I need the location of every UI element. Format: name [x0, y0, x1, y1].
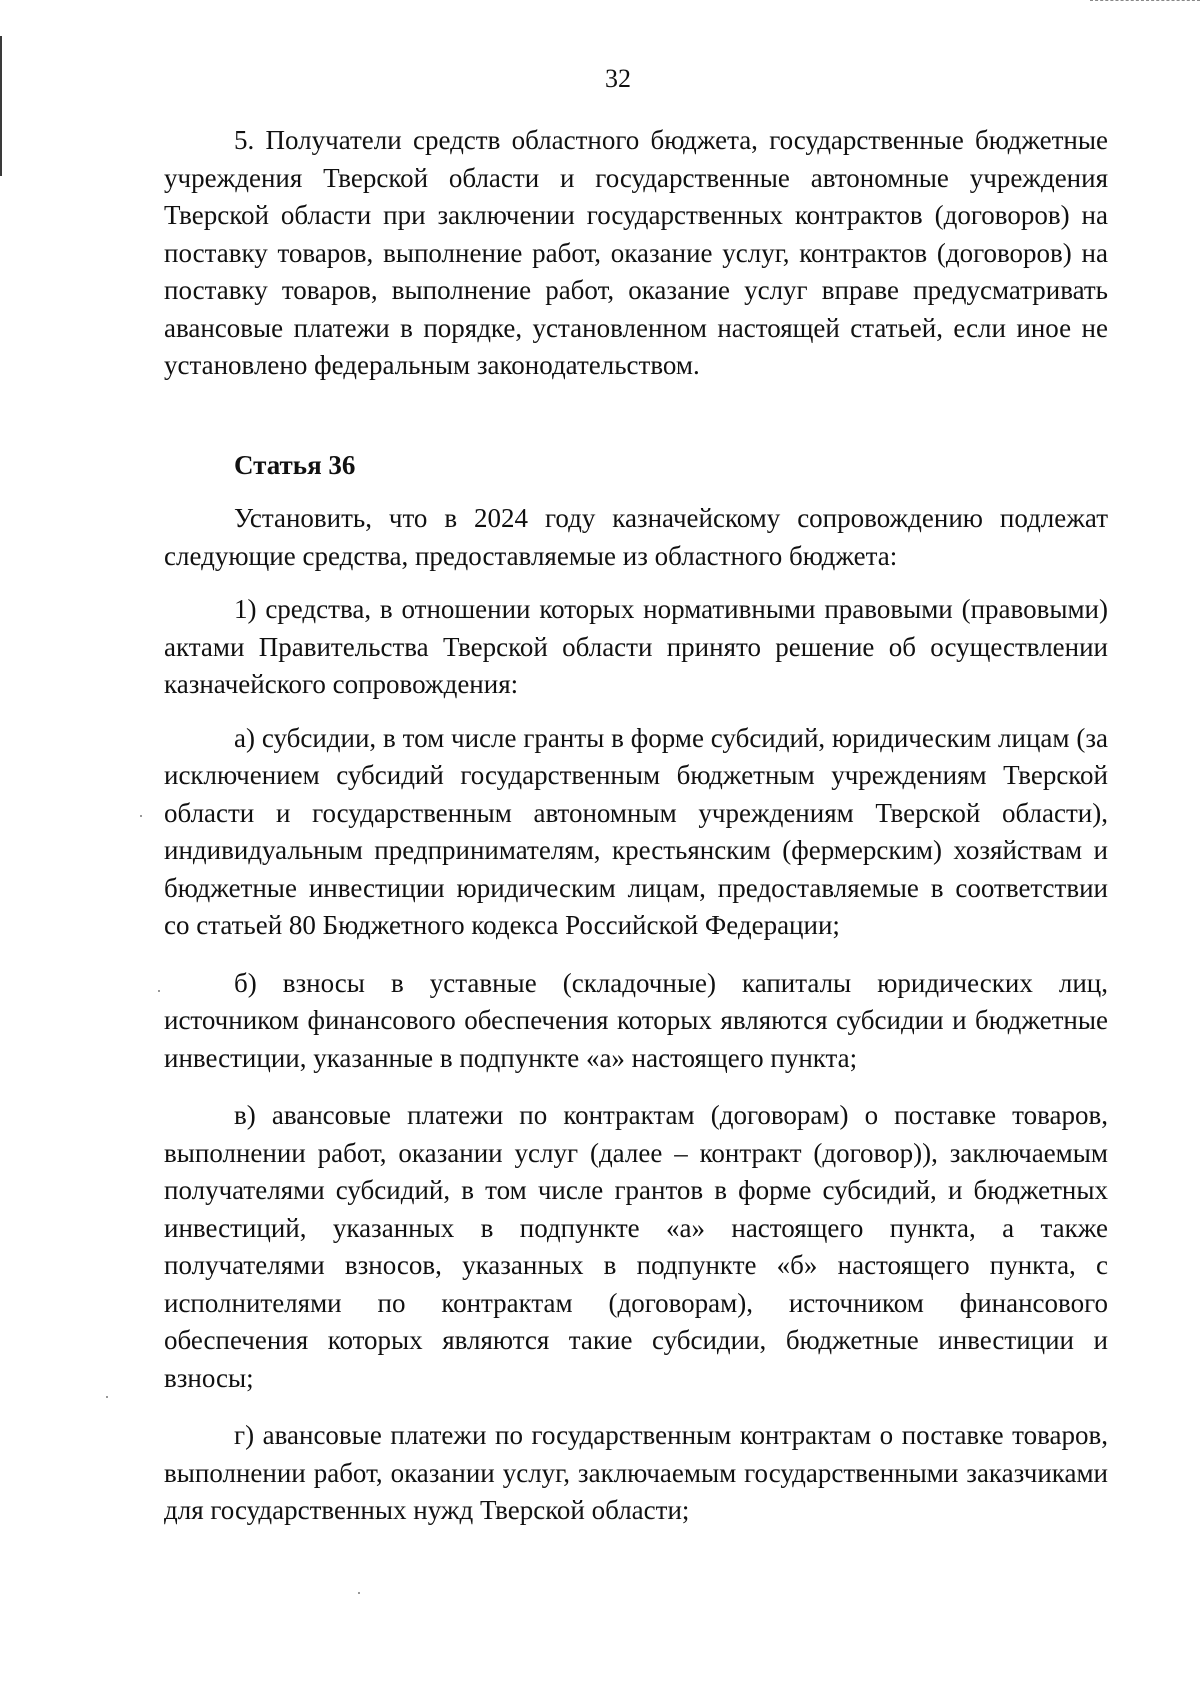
scan-speck: [140, 815, 142, 817]
paragraph-5: 5. Получатели средств областного бюджета, государственные бюджетные учреждения Тверской области и государственные автономные учреждения Тверской области при заключении государственных контрактов (договоров) на поставку товаров, выполнение работ, оказание услуг, контрактов (договоров) на поставку товаров, выполнение работ, оказание услуг вправе предусматривать авансовые платежи в порядке, установленном настоящей статьей, если иное не установлено федеральным законодательством.: [164, 125, 1108, 380]
scan-speck: [106, 1396, 108, 1398]
article-intro: Установить, что в 2024 году казначейскому сопровождению подлежат следующие средства, предоставляемые из областного бюджета:: [164, 503, 1108, 571]
subitem-b: б) взносы в уставные (складочные) капиталы юридических лиц, источником финансового обеспечения которых являются субсидии и бюджетные инвестиции, указанные в подпункте «а» настоящего пункта;: [164, 967, 1108, 1073]
scan-edge-mark: [0, 36, 2, 176]
item-1: 1) средства, в отношении которых нормативными правовыми (правовыми) актами Правительства Тверской области принято решение об осуществлении казначейского сопровождения:: [164, 594, 1108, 699]
page-number: 32: [605, 64, 631, 93]
scan-speck: [358, 1592, 360, 1594]
subitem-v: в) авансовые платежи по контрактам (договорам) о поставке товаров, выполнении работ, оказании услуг (далее – контракт (договор)), заключаемым получателями субсидий, в том числе грантов в форме субсидий, и бюджетных инвестиций, указанных в подпункте «а» настоящего пункта, а также получателями взносов, указанных в подпункте «б» настоящего пункта, с исполнителями по контрактам (договорам), источником финансового обеспечения которых являются такие субсидии, бюджетные инвестиции и взносы;: [164, 1100, 1108, 1393]
scan-edge-mark-top: [1090, 0, 1200, 1]
scan-speck: [158, 990, 160, 992]
article-heading: Статья 36: [234, 449, 356, 480]
subitem-g: г) авансовые платежи по государственным контрактам о поставке товаров, выполнении работ, оказании услуг, заключаемым государственными заказчиками для государственных нужд Тверской области;: [164, 1420, 1108, 1525]
subitem-a: а) субсидии, в том числе гранты в форме субсидий, юридическим лицам (за исключением субсидий государственным бюджетным учреждениям Тверской области и государственным автономным учреждениям Тверской области), индивидуальным предпринимателям, крестьянским (фермерским) хозяйствам и бюджетные инвестиции юридическим лицам, предоставляемые в соответствии со статьей 80 Бюджетного кодекса Российской Федерации;: [164, 722, 1108, 940]
document-body: [164, 122, 1108, 1530]
